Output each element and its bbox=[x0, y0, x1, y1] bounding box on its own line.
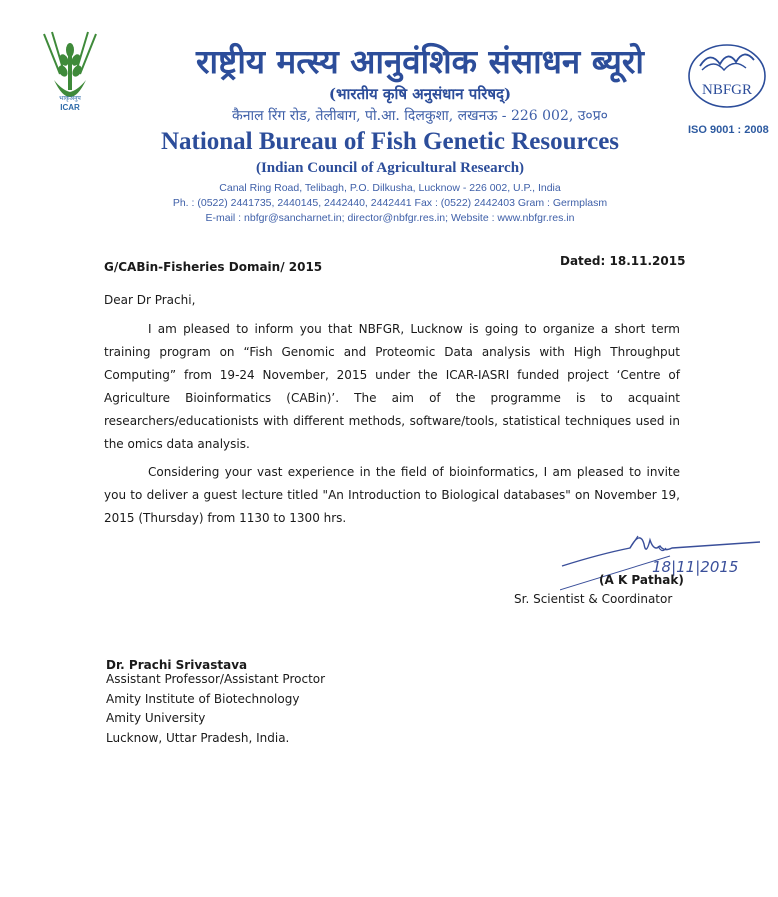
recipient-line-2: Amity Institute of Biotechnology bbox=[106, 691, 300, 706]
recipient-line-3: Amity University bbox=[106, 711, 206, 725]
signature-date: 18|11|2015 bbox=[652, 558, 739, 576]
recipient-name: Dr. Prachi Srivastava bbox=[106, 658, 248, 672]
salutation: Dear Dr Prachi, bbox=[104, 293, 196, 307]
reference-number: G/CABin-Fisheries Domain/ 2015 bbox=[104, 260, 323, 274]
hindi-address: कैनाल रिंग रोड, तेलीबाग, पो.आ. दिलकुशा, लखनऊ - 226 002, उ०प्र० bbox=[232, 108, 608, 124]
recipient-address bbox=[106, 670, 325, 748]
english-subtitle: (Indian Council of Agricultural Research) bbox=[255, 160, 525, 176]
paragraph-2: Considering your vast experience in the field of bioinformatics, I am pleased to invite you to deliver a guest lecture titled "An Introduction to Biological databases" on November 19, 2015 (Thursday) from 1130 to 1300 hrs. bbox=[104, 465, 680, 525]
paragraph-1: I am pleased to inform you that NBFGR, Lucknow is going to organize a short term training program on “Fish Genomic and Proteomic Data analysis with High Throughput Computing” from 19-24 November, 2015 under the ICAR-IASRI funded project ‘Centre of Agriculture Bioinformatics (CABin)’. The aim of the programme is to acquaint researchers/educationists with different methods, software/tools, statistical techniques used in the omics data analysis. bbox=[104, 322, 680, 451]
english-title: National Bureau of Fish Genetic Resources bbox=[160, 128, 620, 155]
recipient-line-4: Lucknow, Uttar Pradesh, India. bbox=[106, 730, 290, 745]
signer-title: Sr. Scientist & Coordinator bbox=[514, 592, 673, 606]
icar-label: ICAR bbox=[60, 103, 80, 112]
hindi-subtitle: (भारतीय कृषि अनुसंधान परिषद्) bbox=[328, 85, 512, 103]
contact-phone: Ph. : (0522) 2441735, 2440145, 2442440, 2442441 Fax : (0522) 2442403 Gram : Germplasm bbox=[172, 197, 608, 209]
iso-certification: ISO 9001 : 2008 bbox=[688, 124, 769, 136]
nbfgr-logo-label: NBFGR bbox=[701, 82, 753, 98]
contact-address: Canal Ring Road, Telibagh, P.O. Dilkusha, Lucknow - 226 002, U.P., India bbox=[219, 182, 561, 194]
icar-hindi-label: भाकृअनुप bbox=[59, 95, 81, 102]
recipient-line-1: Assistant Professor/Assistant Proctor bbox=[106, 672, 326, 686]
nbfgr-logo-icon bbox=[684, 40, 770, 110]
signer-name: (A K Pathak) bbox=[599, 573, 684, 587]
contact-email: E-mail : nbfgr@sancharnet.in; director@nbfgr.res.in; Website : www.nbfgr.res.in bbox=[205, 212, 575, 224]
letter-date: Dated: 18.11.2015 bbox=[560, 254, 686, 268]
hindi-title: राष्ट्रीय मत्स्य आनुवंशिक संसाधन ब्यूरो bbox=[196, 42, 644, 81]
